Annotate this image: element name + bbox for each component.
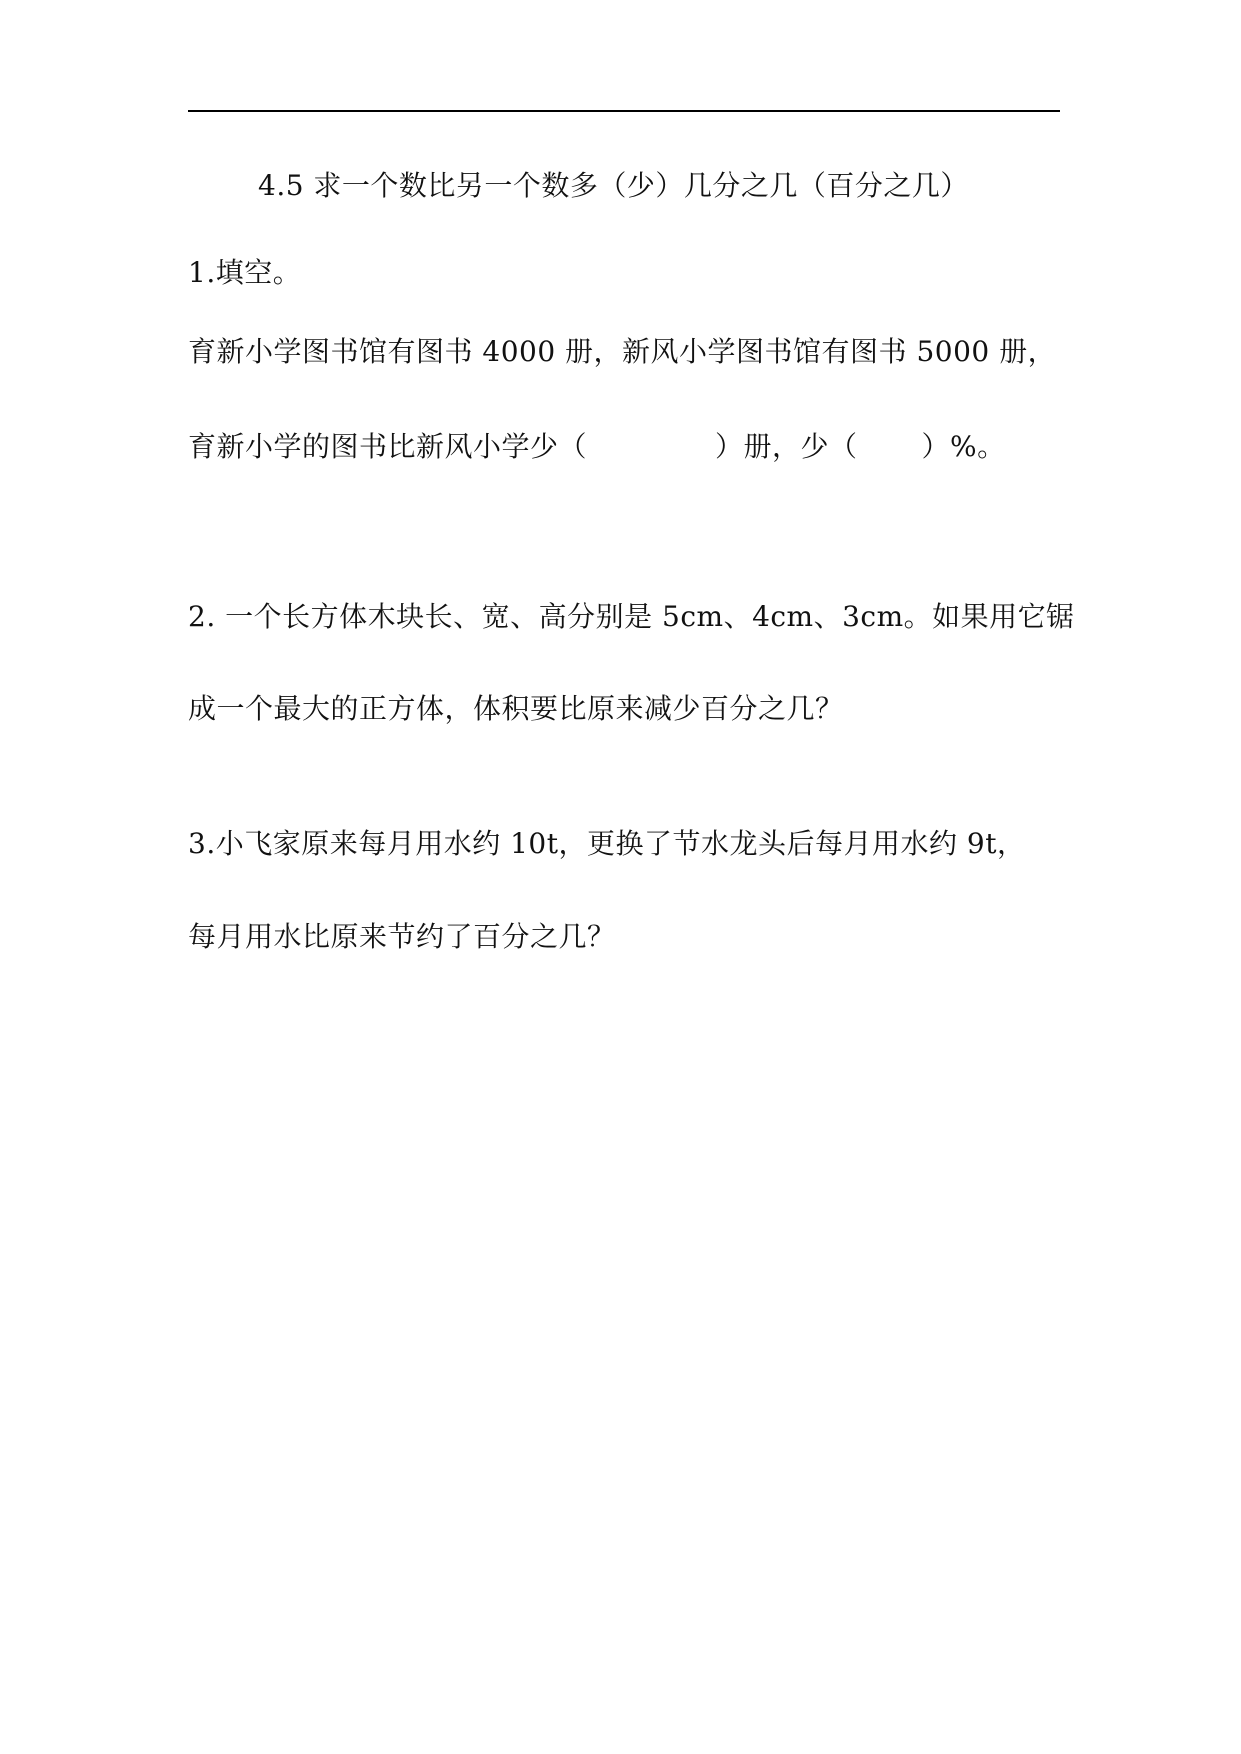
question-1-text-line-2	[188, 427, 1006, 467]
question-1-heading: 1.填空。	[188, 256, 302, 289]
question-2-text-line-1: 2. 一个长方体木块长、宽、高分别是 5cm、4cm、3cm。如果用它锯	[188, 600, 1075, 633]
header-rule	[188, 110, 1060, 112]
question-1-text-line-1: 育新小学图书馆有图书 4000 册，新风小学图书馆有图书 5000 册，	[188, 335, 1057, 368]
question-1-text-part-1: 育新小学的图书比新风小学少（	[188, 430, 588, 463]
question-2-text-line-2: 成一个最大的正方体，体积要比原来减少百分之几？	[188, 692, 844, 725]
question-3-text-line-2: 每月用水比原来节约了百分之几？	[188, 920, 616, 953]
question-3-text-line-1: 3.小飞家原来每月用水约 10t，更换了节水龙头后每月用水约 9t，	[188, 827, 1026, 860]
question-1-text-part-2: ）册，少（	[715, 430, 858, 463]
question-1-text-part-3: ）%。	[921, 430, 1006, 463]
page-title: 4.5 求一个数比另一个数多（少）几分之几（百分之几）	[258, 169, 969, 202]
